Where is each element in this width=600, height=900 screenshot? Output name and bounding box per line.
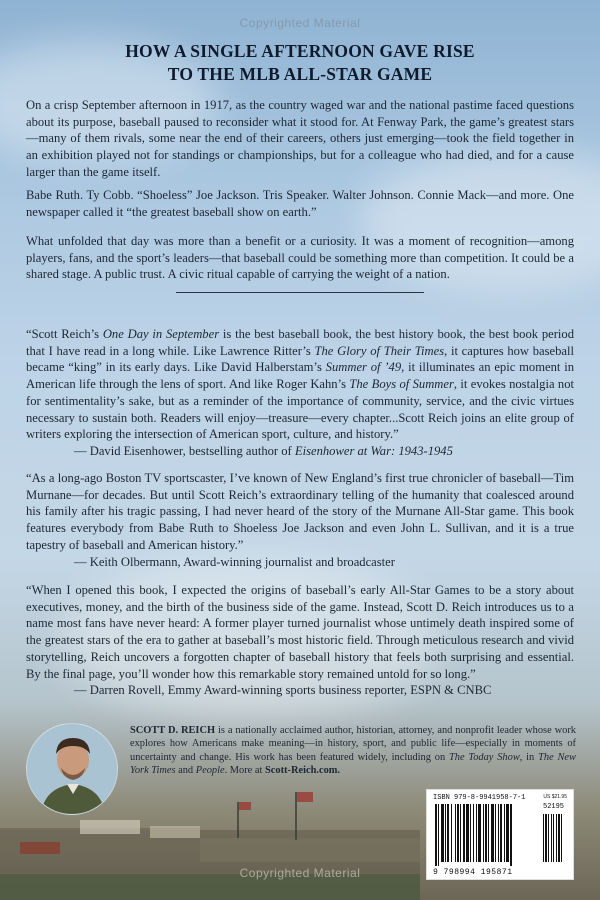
intro-paragraph-3: What unfolded that day was more than a benefit or a curiosity. It was a moment of recognition—among players, fans, and the sport’s leaders—that baseball could be something more than competition. It could be a shared stage. A public trust. A civic ritual capable of carrying the weight of a nation. [26, 234, 574, 282]
title-line-1: HOW A SINGLE AFTERNOON GAVE RISE [125, 41, 475, 61]
title-line-2: TO THE MLB ALL-STAR GAME [167, 64, 433, 84]
blurb-rovell [26, 582, 574, 699]
author-bio: SCOTT D. REICH is a nationally acclaimed author, historian, attorney, and nonprofit leader whose work explores how Americans make meaning—in history, sport, and public life—especially in moments of uncertainty and change. His work has been featured widely, including on The Today Show, in The New York Times and People. More at Scott-Reich.com. [130, 725, 576, 777]
intro-paragraph-2: Babe Ruth. Ty Cobb. “Shoeless” Joe Jackson. Tris Speaker. Walter Johnson. Connie Mack—and more. One newspaper called it “the greatest baseball show on earth.” [26, 188, 574, 219]
copyright-watermark-bottom: Copyrighted Material [239, 866, 361, 880]
isbn-label: ISBN 979-8-9941958-7-1 [433, 794, 526, 802]
intro-paragraph-1: On a crisp September afternoon in 1917, as the country waged war and the national pastime faced questions about its purpose, baseball paused to reconsider what it stood for. At Fenway Park, the game’s greatest stars—many of them rivals, some near the end of their careers, others just emerging—took the field together in an exhibition played not for standings or championships, but for a colleague who had died, and for a cause larger than the game itself. [26, 98, 574, 179]
blurb-text: “As a long-ago Boston TV sportscaster, I’ve known of New England’s first true chronicler of baseball—Tim Murnane—for decades. But until Scott Reich’s extraordinary telling of the humanity that coalesced around his family after his tragic passing, I had never heard of the story of the Murnane All-Star game. This book features everybody from Babe Ruth to Shoeless Joe Jackson and even John L. Sullivan, and it is a true tapestry of baseball and American history.” [26, 471, 574, 552]
blurb-attribution: — David Eisenhower, bestselling author of Eisenhower at War: 1943-1945 [74, 443, 453, 458]
blurb-eisenhower [26, 326, 574, 460]
blurb-attribution: — Darren Rovell, Emmy Award-winning sports business reporter, ESPN & CNBC [74, 683, 492, 698]
price-label: US $21.95 [543, 794, 567, 800]
blurb-text: “When I opened this book, I expected the origins of baseball’s early All-Star Games to be a story about executives, money, and the birth of the business side of the game. Instead, Scott D. Reich introduces us to a name most fans have never heard: A former player turned journalist whose untimely death inspired some of the greatest stars of the era to gather at baseball’s most historic field. Through meticulous research and vivid storytelling, Reich uncovers a forgotten chapter of baseball history that feels both surprising and essential. By the final page, you’ll wonder how this remarkable story remained untold for so long.” [26, 583, 574, 681]
author-portrait-photo [26, 723, 118, 815]
author-name: SCOTT D. REICH [130, 725, 216, 736]
addon-number: 52195 [543, 803, 565, 811]
back-cover-title [40, 40, 560, 86]
author-portrait-icon [27, 724, 118, 815]
blurb-attribution: — Keith Olbermann, Award-winning journalist and broadcaster [74, 554, 395, 569]
barcode-bars-icon [435, 804, 569, 866]
blurb-text: “Scott Reich’s One Day in September is the best baseball book, the best history book, the best book period that I have read in a long while. Like Lawrence Ritter’s The Glory of Their Times, it captures how baseball became “king” in its early days. Like David Halberstam’s Summer of ’49, it illuminates an epic moment in American life through the lens of sport. And like Roger Kahn’s The Boys of Summer, it evokes nostalgia not for sentimentality’s sake, but as a reminder of the importance of community, service, and the civic virtues necessary to sustain both. Readers will enjoy—treasure—every chapter...Scott Reich joins an elite group of writers exploring the intersection of American sport, culture, and history.” [26, 327, 575, 442]
copyright-watermark-top: Copyrighted Material [239, 16, 361, 30]
ean-number: 9 798994 195871 [433, 868, 513, 877]
author-website-link[interactable]: Scott-Reich.com. [265, 765, 341, 777]
section-divider [176, 292, 424, 293]
blurb-olbermann [26, 470, 574, 570]
